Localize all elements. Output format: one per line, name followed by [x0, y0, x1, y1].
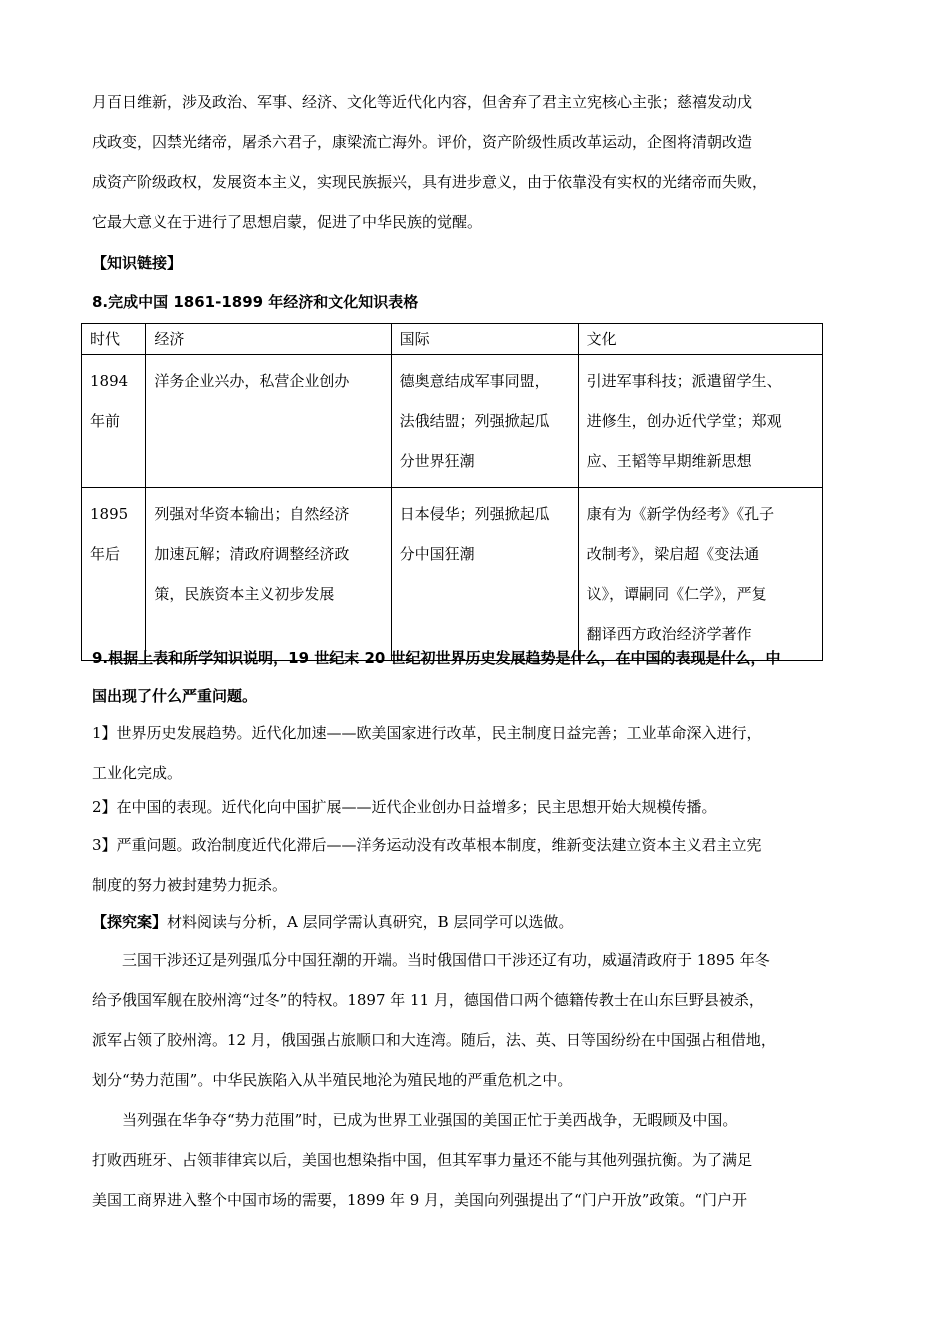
- answer-line-1: 1】世界历史发展趋势。近代化加速——欧美国家进行改革，民主制度日益完善；工业革命深入进行，: [92, 724, 762, 742]
- cell-line: 加速瓦解；清政府调整经济政: [154, 545, 350, 563]
- cell-line: 1894: [90, 372, 129, 390]
- cell-line: 进修生，创办近代学堂；郑观: [586, 412, 782, 430]
- cell-line: 翻译西方政治经济学著作: [586, 625, 752, 643]
- explore-section: [92, 912, 573, 932]
- cell-international: [391, 488, 578, 661]
- paragraph2-line-3: 美国工商界进入整个中国市场的需要，1899 年 9 月，美国向列强提出了“门户开放”政策。“门户开: [92, 1191, 748, 1209]
- cell-era: [82, 355, 146, 488]
- table-header-row: [82, 324, 823, 355]
- table-row: [82, 355, 823, 488]
- cell-line: 康有为《新学伪经考》《孔子: [586, 505, 775, 523]
- paragraph2-line-1: 当列强在华争夺“势力范围”时，已成为世界工业强国的美国正忙于美西战争，无暇顾及中国。: [122, 1111, 738, 1129]
- question-9-line-2: 国出现了什么严重问题。: [92, 687, 258, 705]
- cell-line: 德奥意结成军事同盟，: [399, 372, 550, 390]
- knowledge-link-heading: 【知识链接】: [92, 254, 183, 272]
- cell-line: 洋务企业兴办，私营企业创办: [154, 372, 350, 390]
- cell-culture: [578, 355, 822, 488]
- answer-line-2: 工业化完成。: [92, 764, 183, 782]
- cell-era: [82, 488, 146, 661]
- header-economy: 经济: [146, 324, 391, 355]
- table-row: [82, 488, 823, 661]
- cell-line: 应、王韬等早期维新思想: [586, 452, 752, 470]
- cell-line: 日本侵华；列强掀起瓜: [399, 505, 550, 523]
- intro-line-2: 戌政变，囚禁光绪帝，屠杀六君子，康梁流亡海外。评价，资产阶级性质改革运动，企图将清朝改造: [92, 133, 753, 151]
- header-culture: 文化: [578, 324, 822, 355]
- header-international: 国际: [391, 324, 578, 355]
- cell-line: 分世界狂潮: [399, 452, 475, 470]
- paragraph1-line-4: 划分“势力范围”。中华民族陷入从半殖民地沦为殖民地的严重危机之中。: [92, 1071, 573, 1089]
- intro-line-4: 它最大意义在于进行了思想启蒙，促进了中华民族的觉醒。: [92, 213, 483, 231]
- answer-line-4: 3】严重问题。政治制度近代化滞后——洋务运动没有改革根本制度，维新变法建立资本主义君主立宪: [92, 836, 762, 854]
- paragraph1-line-3: 派军占领了胶州湾。12 月，俄国强占旅顺口和大连湾。随后，法、英、日等国纷纷在中国强占租借地，: [92, 1031, 776, 1049]
- paragraph1-line-1: 三国干涉还辽是列强瓜分中国狂潮的开端。当时俄国借口干涉还辽有功，威逼清政府于 1895 年冬: [122, 951, 770, 969]
- cell-line: 引进军事科技；派遣留学生、: [586, 372, 782, 390]
- cell-line: 年前: [90, 412, 121, 430]
- question-9-line-1: 9.根据上表和所学知识说明，19 世纪末 20 世纪初世界历史发展趋势是什么，在中国的表现是什么，中: [92, 649, 781, 667]
- cell-economy: [146, 355, 391, 488]
- cell-line: 列强对华资本输出；自然经济: [154, 505, 350, 523]
- knowledge-table: [81, 323, 823, 661]
- explore-text: 材料阅读与分析，A 层同学需认真研究，B 层同学可以选做。: [167, 913, 574, 931]
- header-era: 时代: [82, 324, 146, 355]
- cell-line: 改制考》，梁启超《变法通: [586, 545, 760, 563]
- cell-line: 法俄结盟；列强掀起瓜: [399, 412, 550, 430]
- answer-line-5: 制度的努力被封建势力扼杀。: [92, 876, 288, 894]
- paragraph2-line-2: 打败西班牙、占领菲律宾以后，美国也想染指中国，但其军事力量还不能与其他列强抗衡。为了满足: [92, 1151, 753, 1169]
- cell-line: 分中国狂潮: [399, 545, 475, 563]
- answer-line-3: 2】在中国的表现。近代化向中国扩展——近代企业创办日益增多；民主思想开始大规模传播。: [92, 798, 717, 816]
- cell-line: 年后: [90, 545, 121, 563]
- cell-economy: [146, 488, 391, 661]
- cell-line: 1895: [90, 505, 129, 523]
- cell-culture: [578, 488, 822, 661]
- cell-international: [391, 355, 578, 488]
- cell-line: 策，民族资本主义初步发展: [154, 585, 335, 603]
- explore-label: 【探究案】: [92, 913, 168, 931]
- question-8: 8.完成中国 1861-1899 年经济和文化知识表格: [92, 293, 419, 311]
- intro-line-3: 成资产阶级政权，发展资本主义，实现民族振兴，具有进步意义，由于依靠没有实权的光绪帝而失败，: [92, 173, 768, 191]
- cell-line: 议》，谭嗣同《仁学》，严复: [586, 585, 767, 603]
- paragraph1-line-2: 给予俄国军舰在胶州湾“过冬”的特权。1897 年 11 月，德国借口两个德籍传教士在山东巨野县被杀，: [92, 991, 764, 1009]
- intro-line-1: 月百日维新，涉及政治、军事、经济、文化等近代化内容，但舍弃了君主立宪核心主张；慈禧发动戊: [92, 93, 753, 111]
